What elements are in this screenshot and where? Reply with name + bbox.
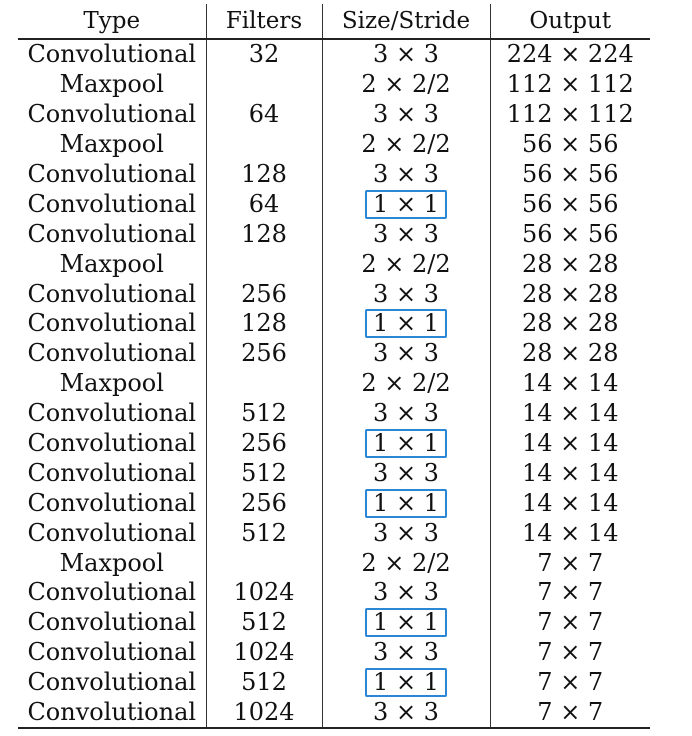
cell-output: 7 × 7 xyxy=(490,638,650,668)
cell-output: 14 × 14 xyxy=(490,399,650,429)
cell-size-stride xyxy=(322,668,490,698)
cell-size-stride: 2 × 2/2 xyxy=(322,130,490,160)
cell-type: Convolutional xyxy=(27,429,197,458)
cell-filters: 1024 xyxy=(206,698,322,729)
table-row xyxy=(18,100,650,130)
table-row xyxy=(18,488,650,518)
table-row xyxy=(18,578,650,608)
cell-type: Maxpool xyxy=(59,249,164,278)
cell-type: Convolutional xyxy=(27,160,197,188)
cell-output: 14 × 14 xyxy=(490,369,650,399)
cell-size-stride: 3 × 3 xyxy=(322,458,490,488)
cell-type: Convolutional xyxy=(27,100,197,129)
header-size-stride: Size/Stride xyxy=(322,4,490,39)
cell-output: 7 × 7 xyxy=(490,578,650,608)
cell-size-stride xyxy=(322,189,490,219)
table-row xyxy=(18,70,650,100)
cell-output: 28 × 28 xyxy=(490,279,650,309)
cell-filters: 256 xyxy=(206,488,322,518)
cell-filters: 512 xyxy=(206,668,322,698)
cell-output: 56 × 56 xyxy=(490,189,650,219)
table-row xyxy=(18,309,650,339)
cell-size-stride: 2 × 2/2 xyxy=(322,70,490,100)
highlight-box: 1 × 1 xyxy=(365,668,447,697)
cell-size-stride: 3 × 3 xyxy=(322,399,490,429)
cell-type: Convolutional xyxy=(27,488,197,517)
header-type: Type xyxy=(18,4,206,39)
cell-filters: 512 xyxy=(206,608,322,638)
cell-size-stride: 3 × 3 xyxy=(322,518,490,548)
cell-output: 28 × 28 xyxy=(490,249,650,279)
cell-type: Convolutional xyxy=(27,578,197,607)
cell-type: Convolutional xyxy=(27,40,197,69)
header-output: Output xyxy=(490,4,650,39)
cell-filters xyxy=(206,70,322,100)
cell-size-stride: 3 × 3 xyxy=(322,100,490,130)
cell-output: 56 × 56 xyxy=(490,160,650,190)
table-row xyxy=(18,638,650,668)
table-header xyxy=(18,4,650,39)
table-row xyxy=(18,548,650,578)
cell-filters: 512 xyxy=(206,518,322,548)
cell-size-stride: 3 × 3 xyxy=(322,339,490,369)
table-row xyxy=(18,249,650,279)
cell-size-stride: 3 × 3 xyxy=(322,219,490,249)
cell-output: 14 × 14 xyxy=(490,488,650,518)
cell-type: Convolutional xyxy=(18,698,206,729)
cell-filters: 64 xyxy=(206,189,322,219)
table-row xyxy=(18,518,650,548)
cell-filters: 1024 xyxy=(206,638,322,668)
highlight-box: 1 × 1 xyxy=(365,489,447,518)
cell-filters: 32 xyxy=(206,39,322,70)
table-row xyxy=(18,668,650,698)
cell-size-stride: 3 × 3 xyxy=(322,698,490,729)
cell-filters: 128 xyxy=(206,160,322,190)
cell-type: Maxpool xyxy=(59,548,164,577)
cell-filters: 256 xyxy=(206,339,322,369)
table-row xyxy=(18,429,650,459)
cell-type: Maxpool xyxy=(59,70,164,99)
cell-filters xyxy=(206,249,322,279)
cell-type: Convolutional xyxy=(27,638,197,667)
table-row xyxy=(18,189,650,219)
cell-output: 14 × 14 xyxy=(490,518,650,548)
cell-type: Convolutional xyxy=(27,189,197,218)
cell-type: Convolutional xyxy=(27,399,197,428)
cell-filters: 512 xyxy=(206,399,322,429)
cell-type: Convolutional xyxy=(27,608,197,637)
cell-size-stride: 3 × 3 xyxy=(322,638,490,668)
cell-output: 7 × 7 xyxy=(490,668,650,698)
cell-output: 7 × 7 xyxy=(490,608,650,638)
highlight-box: 1 × 1 xyxy=(365,309,447,338)
cell-filters xyxy=(206,548,322,578)
cell-filters xyxy=(206,130,322,160)
cell-size-stride: 2 × 2/2 xyxy=(322,369,490,399)
cell-output: 28 × 28 xyxy=(490,309,650,339)
cell-output: 56 × 56 xyxy=(490,130,650,160)
cell-output: 56 × 56 xyxy=(490,219,650,249)
cell-size-stride: 3 × 3 xyxy=(322,279,490,309)
cell-filters: 256 xyxy=(206,279,322,309)
table-row xyxy=(18,39,650,70)
highlight-box: 1 × 1 xyxy=(365,429,447,458)
cell-filters: 256 xyxy=(206,429,322,459)
table-row xyxy=(18,698,650,729)
cell-size-stride: 3 × 3 xyxy=(322,578,490,608)
cell-size-stride: 2 × 2/2 xyxy=(322,249,490,279)
table-row xyxy=(18,369,650,399)
cell-output: 224 × 224 xyxy=(490,39,650,70)
table-row xyxy=(18,399,650,429)
cell-size-stride xyxy=(322,309,490,339)
cell-filters: 128 xyxy=(206,219,322,249)
table-row xyxy=(18,608,650,638)
highlight-box: 1 × 1 xyxy=(365,608,447,637)
cell-type: Convolutional xyxy=(27,279,197,308)
cell-size-stride xyxy=(322,488,490,518)
cell-size-stride: 3 × 3 xyxy=(322,39,490,70)
cell-type: Convolutional xyxy=(27,309,197,338)
layer-table-container xyxy=(18,4,650,729)
cell-size-stride xyxy=(322,429,490,459)
cell-size-stride: 2 × 2/2 xyxy=(322,548,490,578)
cell-output: 7 × 7 xyxy=(490,548,650,578)
cell-type: Convolutional xyxy=(27,219,197,248)
cell-filters: 1024 xyxy=(206,578,322,608)
layer-table xyxy=(18,4,650,729)
cell-size-stride xyxy=(322,608,490,638)
cell-type: Maxpool xyxy=(59,369,164,398)
cell-type: Convolutional xyxy=(27,668,197,697)
cell-type: Convolutional xyxy=(27,518,197,547)
cell-type: Convolutional xyxy=(27,458,197,487)
cell-output: 28 × 28 xyxy=(490,339,650,369)
cell-output: 14 × 14 xyxy=(490,458,650,488)
table-row xyxy=(18,458,650,488)
table-row xyxy=(18,339,650,369)
header-row xyxy=(18,4,650,39)
table-row xyxy=(18,160,650,190)
cell-type: Maxpool xyxy=(59,130,164,159)
table-row xyxy=(18,279,650,309)
cell-filters: 128 xyxy=(206,309,322,339)
highlight-box: 1 × 1 xyxy=(365,190,447,219)
cell-size-stride: 3 × 3 xyxy=(322,160,490,190)
table-row xyxy=(18,130,650,160)
table-row xyxy=(18,219,650,249)
cell-filters: 512 xyxy=(206,458,322,488)
cell-output: 112 × 112 xyxy=(490,70,650,100)
cell-output: 112 × 112 xyxy=(490,100,650,130)
cell-output: 14 × 14 xyxy=(490,429,650,459)
cell-filters: 64 xyxy=(206,100,322,130)
table-body xyxy=(18,39,650,728)
cell-filters xyxy=(206,369,322,399)
cell-type: Convolutional xyxy=(27,339,197,368)
header-filters: Filters xyxy=(206,4,322,39)
cell-output: 7 × 7 xyxy=(490,698,650,729)
